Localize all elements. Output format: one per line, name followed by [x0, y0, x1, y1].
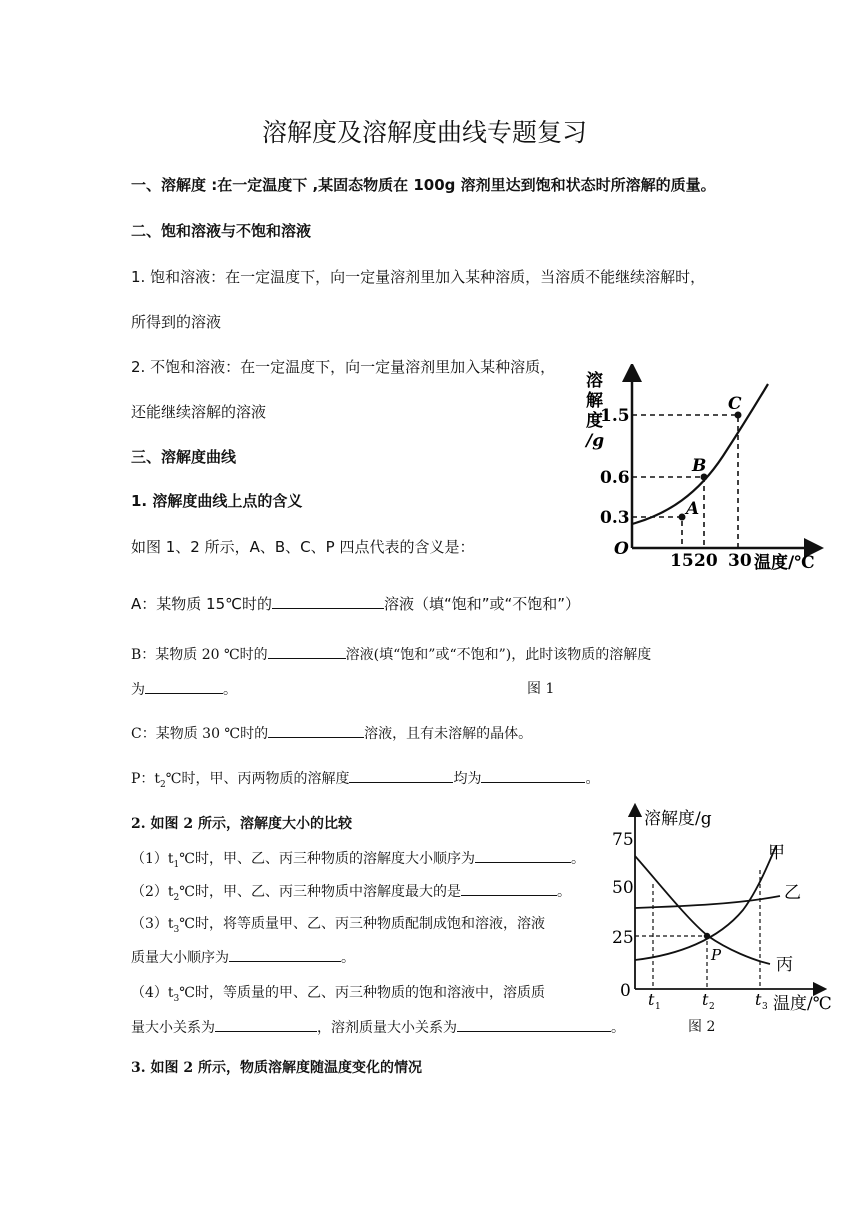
q1-pre: （1）t: [131, 851, 174, 867]
fig1-solubility-curve: [632, 384, 768, 524]
fig1-xtick-15: 15: [670, 551, 694, 571]
fig1-xtick-30: 30: [728, 551, 752, 571]
fig2-ylabel: 溶解度/g: [644, 809, 712, 829]
question-p-sub: 2: [160, 779, 166, 790]
fig2-xtick-t3: t: [755, 990, 762, 1009]
fig1-ytick-0.3: 0.3: [600, 508, 630, 528]
fig1-xlabel: 温度/℃: [754, 553, 815, 573]
question-p-mid1: ℃时，甲、丙两物质的溶解度: [165, 771, 350, 787]
question-c: [131, 722, 532, 743]
fig1-ylabel-3: 度: [586, 411, 603, 431]
answer-blank-q4b[interactable]: [457, 1016, 611, 1032]
q4b-mid: ，溶剂质量大小关系为: [317, 1020, 457, 1036]
figure-1-caption: 图 1: [527, 681, 555, 697]
fig1-guide-c: [632, 415, 738, 548]
fig2-ytick-50: 50: [612, 878, 634, 898]
fig2-xtick-t1-sub: 1: [655, 1002, 661, 1012]
question-p-pre: P：t: [131, 771, 161, 787]
question-2-3: [131, 913, 545, 935]
answer-blank-q1[interactable]: [475, 847, 571, 863]
answer-blank-p2[interactable]: [481, 767, 585, 783]
question-c-post: 溶液，且有未溶解的晶体。: [364, 726, 533, 742]
answer-blank-c[interactable]: [268, 722, 364, 738]
fig2-ytick-75: 75: [612, 830, 634, 850]
question-b2-post: 。: [223, 682, 237, 698]
fig1-label-b: B: [692, 456, 707, 476]
section-3-heading: 三、溶解度曲线: [131, 448, 237, 466]
q2-sub: 2: [173, 892, 180, 903]
answer-blank-q3[interactable]: [229, 946, 341, 962]
question-c-pre: C：某物质 30 ℃时的: [131, 726, 269, 742]
fig2-series-jia: 甲: [768, 843, 785, 863]
subsection-2-heading: 2. 如图 2 所示，溶解度大小的比较: [131, 816, 352, 832]
question-b-pre: B：某物质 20 ℃时的: [131, 647, 268, 663]
intro-text: 如图 1、2 所示，A、B、C、P 四点代表的含义是：: [131, 538, 475, 556]
fig1-ylabel-4: /g: [586, 431, 605, 451]
fig2-label-p: P: [711, 946, 722, 964]
fig2-series-yi: 乙: [784, 883, 801, 903]
answer-blank-q4a[interactable]: [215, 1016, 317, 1032]
q2-post: 。: [556, 884, 571, 900]
question-p-post: 。: [585, 771, 600, 787]
fig2-curve-bing: [635, 856, 770, 964]
fig2-ytick-0: 0: [620, 981, 631, 1001]
q4b-pre: 量大小关系为: [131, 1020, 215, 1036]
fig1-ytick-0.6: 0.6: [600, 468, 630, 488]
answer-blank-p1[interactable]: [349, 767, 453, 783]
q1-post: 。: [570, 851, 585, 867]
paragraph-1b: 所得到的溶液: [131, 313, 222, 331]
answer-blank-q2[interactable]: [461, 880, 557, 896]
subsection-1-heading: 1. 溶解度曲线上点的含义: [131, 492, 303, 510]
q1-mid: ℃时，甲、乙、丙三种物质的溶解度大小顺序为: [179, 851, 475, 867]
question-p: [131, 767, 599, 790]
question-2-4: [131, 982, 545, 1004]
q3b-post: 。: [341, 950, 355, 966]
q3-mid: ℃时，将等质量甲、乙、丙三种物质配制成饱和溶液，溶液: [179, 916, 545, 932]
fig1-point-a: [679, 514, 686, 521]
answer-blank-b1[interactable]: [268, 643, 346, 659]
fig1-label-a: A: [686, 499, 700, 519]
question-2-1: [131, 847, 585, 870]
q1-sub: 1: [173, 859, 180, 870]
question-a-pre: A：某物质 15℃时的: [131, 595, 272, 613]
question-p-mid2: 均为: [453, 771, 482, 787]
paragraph-2a: 2. 不饱和溶液：在一定温度下，向一定量溶剂里加入某种溶质，: [131, 358, 556, 376]
fig2-xtick-t2-sub: 2: [709, 1002, 715, 1012]
figure-2-solubility-chart: [608, 800, 848, 1020]
q2-mid: ℃时，甲、乙、丙三种物质中溶解度最大的是: [179, 884, 461, 900]
q4b-post: 。: [611, 1020, 625, 1036]
question-2-4b: [131, 1016, 625, 1037]
subsection-3-heading: 3. 如图 2 所示，物质溶解度随温度变化的情况: [131, 1060, 422, 1076]
fig2-curve-yi: [635, 896, 780, 908]
fig1-label-c: C: [728, 394, 742, 414]
q4-mid: ℃时，等质量的甲、乙、丙三种物质的饱和溶液中，溶质质: [179, 985, 545, 1001]
q3b-pre: 质量大小顺序为: [131, 950, 229, 966]
fig1-ylabel-2: 解: [586, 391, 603, 411]
q3-sub: 3: [173, 924, 180, 935]
fig1-xtick-20: 20: [694, 551, 718, 571]
question-a-post: 溶液（填“饱和”或“不饱和”）: [383, 595, 581, 613]
fig2-curve-jia: [635, 846, 776, 960]
fig1-ylabel-1: 溶: [586, 371, 603, 391]
question-a: [131, 593, 580, 614]
question-b-line1: [131, 643, 651, 664]
answer-blank-a[interactable]: [272, 593, 384, 609]
fig2-xlabel: 温度/℃: [773, 994, 832, 1014]
q4-sub: 3: [173, 993, 180, 1004]
question-b-post: 溶液(填“饱和”或“不饱和”)，此时该物质的溶解度: [345, 647, 652, 663]
fig2-xtick-t1: t: [648, 990, 655, 1009]
fig2-xtick-t3-sub: 3: [762, 1002, 768, 1012]
paragraph-2b: 还能继续溶解的溶液: [131, 403, 267, 421]
figure-1-solubility-chart: [578, 364, 828, 574]
fig2-point-p: [704, 933, 710, 939]
q3-pre: （3）t: [131, 916, 174, 932]
question-2-3b: [131, 946, 355, 967]
fig2-ytick-25: 25: [612, 928, 634, 948]
question-b-line2: [131, 678, 237, 699]
question-2-2: [131, 880, 571, 903]
answer-blank-b2[interactable]: [145, 678, 223, 694]
q2-pre: （2）t: [131, 884, 174, 900]
page-title: 溶解度及溶解度曲线专题复习: [262, 118, 588, 147]
section-2-heading: 二、饱和溶液与不饱和溶液: [131, 222, 312, 240]
fig2-xtick-t2: t: [702, 990, 709, 1009]
q4-pre: （4）t: [131, 985, 174, 1001]
paragraph-1a: 1. 饱和溶液：在一定温度下，向一定量溶剂里加入某种溶质，当溶质不能继续溶解时，: [131, 268, 706, 286]
figure-2-caption: 图 2: [688, 1019, 716, 1035]
fig1-origin: O: [614, 539, 629, 559]
fig1-ytick-1.5: 1.5: [600, 406, 630, 426]
section-1-heading: 一、溶解度 :在一定温度下 ,某固态物质在 100g 溶剂里达到饱和状态时所溶解的质量。: [131, 176, 716, 194]
question-b2-pre: 为: [131, 682, 145, 698]
fig2-series-bing: 丙: [776, 955, 793, 975]
